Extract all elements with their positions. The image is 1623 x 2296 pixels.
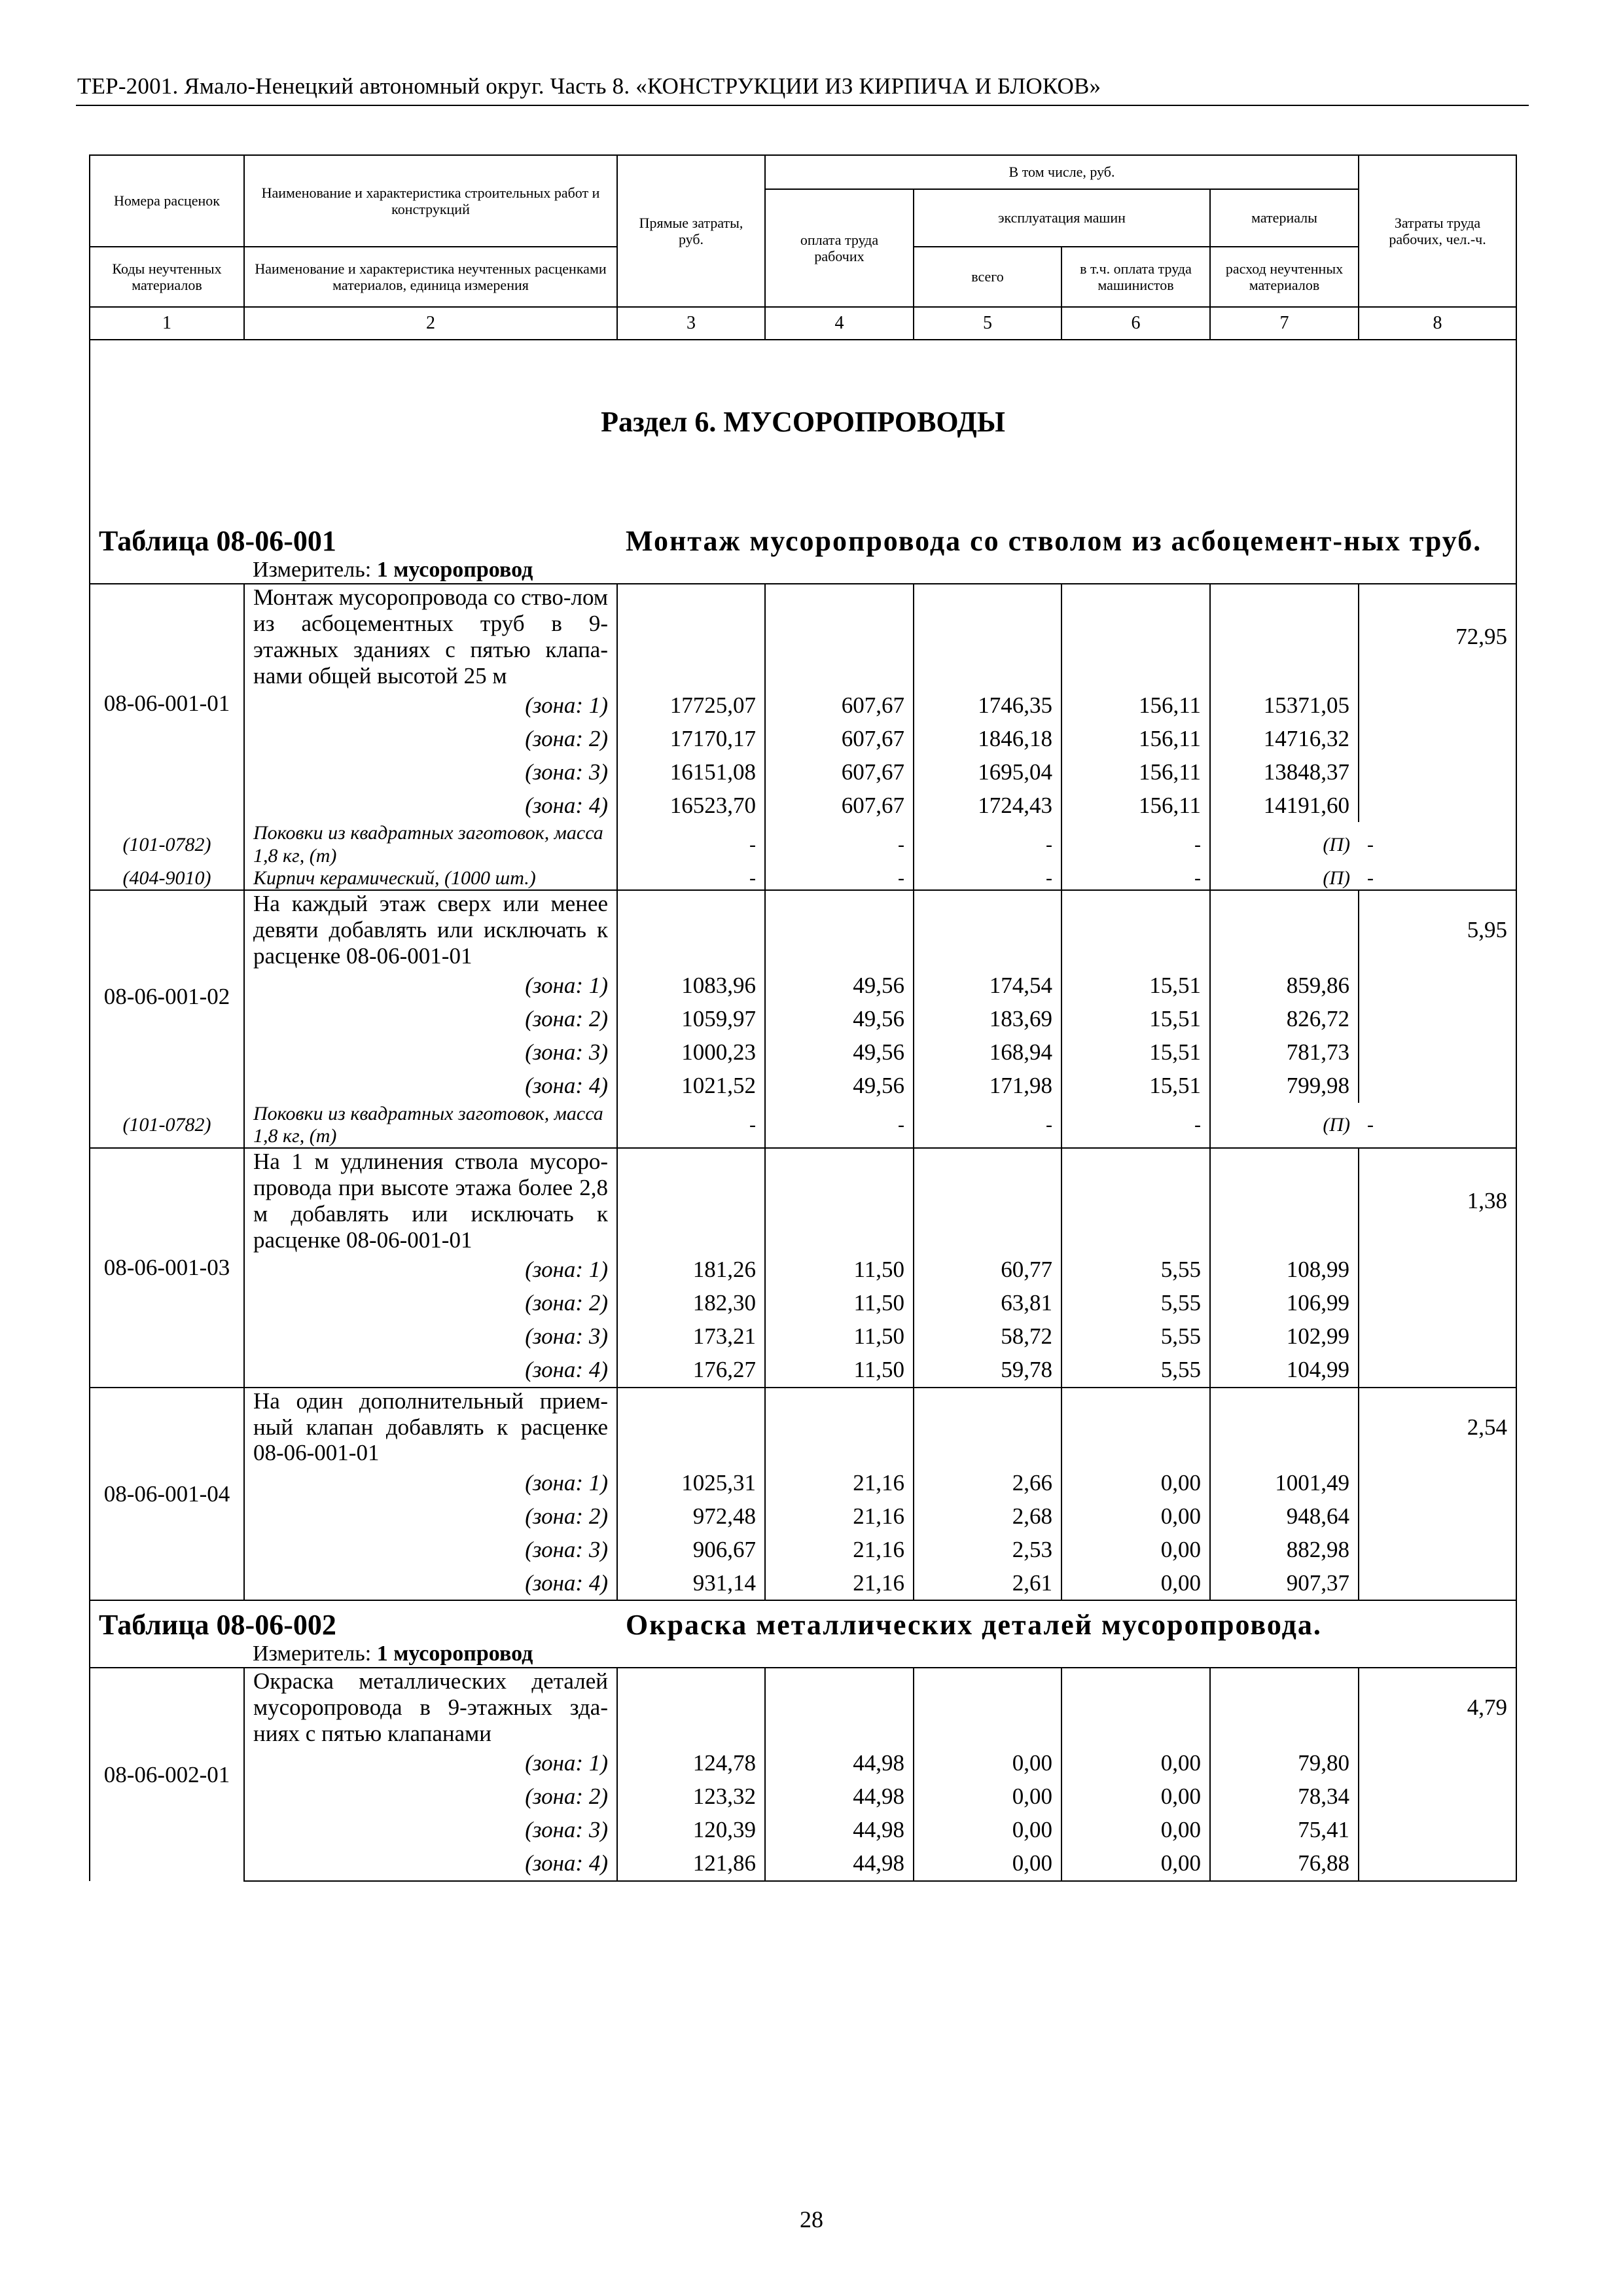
operators-cost: 5,55	[1061, 1354, 1210, 1388]
table-body	[90, 340, 1516, 1881]
header-number: 2	[244, 307, 617, 340]
empty-cell	[765, 1388, 914, 1467]
materials-cost: 948,64	[1210, 1499, 1359, 1533]
materials-cost: 104,99	[1210, 1354, 1359, 1388]
zone-row	[90, 1499, 1516, 1533]
material-value: -	[765, 822, 914, 867]
empty-cell	[914, 1388, 1061, 1467]
table-label: Таблица 08-06-001	[90, 517, 617, 558]
header-machines-total: всего	[914, 247, 1061, 307]
table-header	[90, 155, 1516, 340]
zone-row	[90, 1566, 1516, 1600]
machines-cost: 0,00	[914, 1780, 1061, 1814]
zone-row	[90, 1253, 1516, 1287]
wages-cost: 44,98	[765, 1814, 914, 1847]
wages-cost: 607,67	[765, 722, 914, 755]
wages-cost: 44,98	[765, 1847, 914, 1881]
empty-cell	[1210, 1388, 1359, 1467]
table-title: Монтаж мусоропровода со стволом из асбоцемент-ных труб.	[617, 517, 1516, 558]
direct-cost: 124,78	[617, 1747, 765, 1780]
empty-cell	[765, 890, 914, 969]
machines-cost: 1724,43	[914, 789, 1061, 822]
running-header: ТЕР-2001. Ямало-Ненецкий автономный округ. Часть 8. «КОНСТРУКЦИИ ИЗ КИРПИЧА И БЛОКОВ»	[77, 73, 1101, 99]
materials-cost: 826,72	[1210, 1003, 1359, 1036]
empty-cell	[1359, 1466, 1516, 1499]
material-name: Кирпич керамический, (1000 шт.)	[244, 867, 617, 890]
machines-cost: 183,69	[914, 1003, 1061, 1036]
material-value: -	[617, 1103, 765, 1148]
measure-value: 1 мусоропровод	[376, 1641, 533, 1666]
direct-cost: 906,67	[617, 1533, 765, 1566]
zone-row	[90, 1466, 1516, 1499]
zone-label: (зона: 2)	[244, 722, 617, 755]
measure-spacer	[90, 1641, 244, 1668]
wages-cost: 49,56	[765, 1036, 914, 1069]
empty-cell	[1061, 890, 1210, 969]
machines-cost: 174,54	[914, 969, 1061, 1003]
rate-row	[90, 584, 1516, 689]
zone-row	[90, 1847, 1516, 1881]
empty-cell	[914, 1148, 1061, 1253]
material-value: -	[1359, 822, 1516, 867]
materials-cost: 78,34	[1210, 1780, 1359, 1814]
direct-cost: 123,32	[617, 1780, 765, 1814]
wages-cost: 11,50	[765, 1320, 914, 1354]
direct-cost: 120,39	[617, 1814, 765, 1847]
rate-code: 08-06-001-03	[90, 1148, 244, 1388]
header-direct-costs: Прямые затраты, руб.	[617, 155, 765, 307]
material-value: (П)	[1323, 867, 1351, 889]
empty-cell	[1359, 1253, 1516, 1287]
empty-cell	[1359, 1847, 1516, 1881]
operators-cost: 0,00	[1061, 1499, 1210, 1533]
machines-cost: 1846,18	[914, 722, 1061, 755]
price-table	[89, 154, 1517, 1882]
materials-cost: 79,80	[1210, 1747, 1359, 1780]
zone-label: (зона: 2)	[244, 1780, 617, 1814]
header-operators-wages: в т.ч. оплата труда машинистов	[1061, 247, 1210, 307]
material-name: Поковки из квадратных заготовок, масса 1,8 кг, (т)	[244, 822, 617, 867]
materials-cost: 907,37	[1210, 1566, 1359, 1600]
empty-cell	[1359, 1780, 1516, 1814]
table-label: Таблица 08-06-002	[90, 1600, 617, 1641]
machines-cost: 63,81	[914, 1287, 1061, 1320]
zone-label: (зона: 1)	[244, 969, 617, 1003]
zone-label: (зона: 3)	[244, 755, 617, 789]
machines-cost: 58,72	[914, 1320, 1061, 1354]
labor-cost: 5,95	[1359, 890, 1516, 969]
operators-cost: 5,55	[1061, 1287, 1210, 1320]
wages-cost: 11,50	[765, 1354, 914, 1388]
machines-cost: 59,78	[914, 1354, 1061, 1388]
operators-cost: 0,00	[1061, 1533, 1210, 1566]
operators-cost: 15,51	[1061, 969, 1210, 1003]
empty-cell	[1359, 969, 1516, 1003]
zone-row	[90, 1814, 1516, 1847]
zone-row	[90, 1354, 1516, 1388]
empty-cell	[1359, 789, 1516, 822]
empty-cell	[765, 1148, 914, 1253]
section-row	[90, 340, 1516, 517]
zone-row	[90, 1287, 1516, 1320]
operators-cost: 0,00	[1061, 1747, 1210, 1780]
machines-cost: 2,66	[914, 1466, 1061, 1499]
operators-cost: 15,51	[1061, 1069, 1210, 1103]
rate-row	[90, 1668, 1516, 1747]
empty-cell	[1210, 1668, 1359, 1747]
empty-cell	[914, 890, 1061, 969]
header-number: 4	[765, 307, 914, 340]
machines-cost: 2,53	[914, 1533, 1061, 1566]
rate-code: 08-06-001-04	[90, 1388, 244, 1601]
empty-cell	[1210, 1148, 1359, 1253]
material-value: -	[914, 1103, 1061, 1148]
materials-cost: 76,88	[1210, 1847, 1359, 1881]
empty-cell	[1359, 1320, 1516, 1354]
operators-cost: 0,00	[1061, 1566, 1210, 1600]
empty-cell	[1210, 584, 1359, 689]
machines-cost: 171,98	[914, 1069, 1061, 1103]
header-work-name: Наименование и характеристика строительных работ и конструкций	[244, 155, 617, 247]
rate-code: 08-06-001-01	[90, 584, 244, 823]
operators-cost: 156,11	[1061, 789, 1210, 822]
empty-cell	[914, 1668, 1061, 1747]
wages-cost: 44,98	[765, 1780, 914, 1814]
operators-cost: 15,51	[1061, 1003, 1210, 1036]
zone-label: (зона: 4)	[244, 789, 617, 822]
empty-cell	[617, 1668, 765, 1747]
empty-cell	[914, 584, 1061, 689]
header-rule	[76, 105, 1529, 106]
section-title: Раздел 6. МУСОРОПРОВОДЫ	[90, 340, 1516, 517]
materials-cost: 14191,60	[1210, 789, 1359, 822]
operators-cost: 0,00	[1061, 1780, 1210, 1814]
zone-label: (зона: 4)	[244, 1566, 617, 1600]
direct-cost: 1025,31	[617, 1466, 765, 1499]
materials-cost: 13848,37	[1210, 755, 1359, 789]
direct-cost: 176,27	[617, 1354, 765, 1388]
zone-row	[90, 1320, 1516, 1354]
zone-row	[90, 722, 1516, 755]
header-rate-numbers: Номера расценок	[90, 155, 244, 247]
material-value: -	[765, 867, 914, 890]
wages-cost: 11,50	[765, 1287, 914, 1320]
empty-cell	[1359, 1036, 1516, 1069]
zone-row	[90, 755, 1516, 789]
zone-row	[90, 1780, 1516, 1814]
materials-cost: 15371,05	[1210, 689, 1359, 722]
wages-cost: 21,16	[765, 1533, 914, 1566]
material-row	[90, 867, 1516, 890]
wages-cost: 21,16	[765, 1499, 914, 1533]
header-number: 3	[617, 307, 765, 340]
measure-label: Измеритель:	[253, 558, 372, 583]
direct-cost: 1000,23	[617, 1036, 765, 1069]
zone-label: (зона: 2)	[244, 1003, 617, 1036]
header-materials: материалы	[1210, 189, 1359, 247]
empty-cell	[1061, 584, 1210, 689]
empty-cell	[1359, 689, 1516, 722]
materials-cost: 108,99	[1210, 1253, 1359, 1287]
empty-cell	[1359, 755, 1516, 789]
labor-cost: 2,54	[1359, 1388, 1516, 1467]
wages-cost: 49,56	[765, 1003, 914, 1036]
rate-description: Окраска металлических деталей мусоропровода в 9-этажных зда-ниях с пятью клапанами	[244, 1668, 617, 1747]
zone-label: (зона: 2)	[244, 1499, 617, 1533]
zone-label: (зона: 3)	[244, 1320, 617, 1354]
empty-cell	[1210, 890, 1359, 969]
empty-cell	[1359, 1747, 1516, 1780]
empty-cell	[617, 1388, 765, 1467]
operators-cost: 5,55	[1061, 1253, 1210, 1287]
zone-row	[90, 689, 1516, 722]
wages-cost: 607,67	[765, 689, 914, 722]
materials-cost: 859,86	[1210, 969, 1359, 1003]
materials-cost: 781,73	[1210, 1036, 1359, 1069]
zone-row	[90, 1003, 1516, 1036]
machines-cost: 0,00	[914, 1747, 1061, 1780]
zone-label: (зона: 1)	[244, 689, 617, 722]
table-heading-row	[90, 517, 1516, 558]
header-wages: оплата труда рабочих	[765, 189, 914, 307]
rate-row	[90, 1388, 1516, 1467]
wages-cost: 607,67	[765, 789, 914, 822]
material-value: -	[617, 822, 765, 867]
materials-cost: 882,98	[1210, 1533, 1359, 1566]
material-code: (101-0782)	[90, 1103, 244, 1148]
wages-cost: 49,56	[765, 969, 914, 1003]
machines-cost: 0,00	[914, 1847, 1061, 1881]
operators-cost: 0,00	[1061, 1814, 1210, 1847]
rate-description: На один дополнительный прием-ный клапан добавлять к расценке 08-06-001-01	[244, 1388, 617, 1467]
direct-cost: 931,14	[617, 1566, 765, 1600]
direct-cost: 121,86	[617, 1847, 765, 1881]
material-row	[90, 822, 1516, 867]
zone-label: (зона: 3)	[244, 1814, 617, 1847]
zone-label: (зона: 4)	[244, 1069, 617, 1103]
empty-cell	[1359, 1287, 1516, 1320]
header-material-codes: Коды неучтенных материалов	[90, 247, 244, 307]
empty-cell	[617, 890, 765, 969]
zone-row	[90, 1533, 1516, 1566]
direct-cost: 16523,70	[617, 789, 765, 822]
labor-cost: 1,38	[1359, 1148, 1516, 1253]
material-value: -	[1061, 822, 1210, 867]
zone-row	[90, 1747, 1516, 1780]
wages-cost: 607,67	[765, 755, 914, 789]
header-material-names: Наименование и характеристика неучтенных расценками материалов, единица измерения	[244, 247, 617, 307]
zone-label: (зона: 4)	[244, 1847, 617, 1881]
machines-cost: 0,00	[914, 1814, 1061, 1847]
empty-cell	[1359, 722, 1516, 755]
machines-cost: 2,61	[914, 1566, 1061, 1600]
header-unaccounted-materials: расход неучтенных материалов	[1210, 247, 1359, 307]
rate-code: 08-06-001-02	[90, 890, 244, 1103]
wages-cost: 21,16	[765, 1466, 914, 1499]
empty-cell	[1359, 1814, 1516, 1847]
material-value: -	[765, 1103, 914, 1148]
zone-label: (зона: 3)	[244, 1533, 617, 1566]
header-machines: эксплуатация машин	[914, 189, 1210, 247]
measure-label: Измеритель:	[253, 1641, 372, 1666]
empty-cell	[1061, 1668, 1210, 1747]
direct-cost: 1021,52	[617, 1069, 765, 1103]
operators-cost: 156,11	[1061, 755, 1210, 789]
measure	[244, 558, 1516, 584]
zone-row	[90, 969, 1516, 1003]
empty-cell	[1359, 1566, 1516, 1600]
material-value: -	[914, 822, 1061, 867]
measure-row	[90, 558, 1516, 584]
operators-cost: 0,00	[1061, 1466, 1210, 1499]
direct-cost: 181,26	[617, 1253, 765, 1287]
operators-cost: 156,11	[1061, 722, 1210, 755]
empty-cell	[1359, 1354, 1516, 1388]
materials-cost: 106,99	[1210, 1287, 1359, 1320]
measure-row	[90, 1641, 1516, 1668]
operators-cost: 156,11	[1061, 689, 1210, 722]
rate-description: На каждый этаж сверх или менее девяти добавлять или исключать к расценке 08-06-001-01	[244, 890, 617, 969]
material-value: (П)	[1323, 1113, 1351, 1136]
header-number: 7	[1210, 307, 1359, 340]
zone-label: (зона: 4)	[244, 1354, 617, 1388]
machines-cost: 1746,35	[914, 689, 1061, 722]
measure-spacer	[90, 558, 244, 584]
header-number: 1	[90, 307, 244, 340]
material-value: -	[1359, 867, 1516, 890]
rate-code: 08-06-002-01	[90, 1668, 244, 1881]
material-row	[90, 1103, 1516, 1148]
empty-cell	[617, 584, 765, 689]
header-number: 8	[1359, 307, 1516, 340]
zone-row	[90, 1069, 1516, 1103]
material-value: -	[914, 867, 1061, 890]
direct-cost: 16151,08	[617, 755, 765, 789]
empty-cell	[765, 584, 914, 689]
material-value: -	[1359, 1103, 1516, 1148]
direct-cost: 1059,97	[617, 1003, 765, 1036]
machines-cost: 168,94	[914, 1036, 1061, 1069]
rate-row	[90, 1148, 1516, 1253]
direct-cost: 173,21	[617, 1320, 765, 1354]
empty-cell	[1061, 1148, 1210, 1253]
empty-cell	[1359, 1533, 1516, 1566]
machines-cost: 60,77	[914, 1253, 1061, 1287]
zone-label: (зона: 3)	[244, 1036, 617, 1069]
zone-label: (зона: 1)	[244, 1466, 617, 1499]
header-in-total: В том числе, руб.	[765, 155, 1359, 189]
zone-label: (зона: 1)	[244, 1747, 617, 1780]
direct-cost: 972,48	[617, 1499, 765, 1533]
operators-cost: 15,51	[1061, 1036, 1210, 1069]
direct-cost: 182,30	[617, 1287, 765, 1320]
table-title: Окраска металлических деталей мусоропровода.	[617, 1600, 1516, 1641]
empty-cell	[765, 1668, 914, 1747]
operators-cost: 5,55	[1061, 1320, 1210, 1354]
wages-cost: 44,98	[765, 1747, 914, 1780]
direct-cost: 17170,17	[617, 722, 765, 755]
empty-cell	[1359, 1069, 1516, 1103]
materials-cost: 799,98	[1210, 1069, 1359, 1103]
material-value: -	[1061, 1103, 1210, 1148]
direct-cost: 17725,07	[617, 689, 765, 722]
measure-value: 1 мусоропровод	[376, 558, 533, 583]
rate-description: Монтаж мусоропровода со ство-лом из асбоцементных труб в 9-этажных зданиях с пятью клапа-нами общей высотой 25 м	[244, 584, 617, 689]
labor-cost: 4,79	[1359, 1668, 1516, 1747]
material-value: (П)	[1323, 833, 1351, 855]
material-code: (404-9010)	[90, 867, 244, 890]
page-number: 28	[800, 2206, 823, 2233]
material-code: (101-0782)	[90, 822, 244, 867]
header-number: 6	[1061, 307, 1210, 340]
wages-cost: 21,16	[765, 1566, 914, 1600]
rate-row	[90, 890, 1516, 969]
material-name: Поковки из квадратных заготовок, масса 1,8 кг, (т)	[244, 1103, 617, 1148]
materials-cost: 75,41	[1210, 1814, 1359, 1847]
empty-cell	[1061, 1388, 1210, 1467]
zone-row	[90, 1036, 1516, 1069]
measure	[244, 1641, 1516, 1668]
labor-cost: 72,95	[1359, 584, 1516, 689]
wages-cost: 49,56	[765, 1069, 914, 1103]
zone-label: (зона: 2)	[244, 1287, 617, 1320]
header-number: 5	[914, 307, 1061, 340]
empty-cell	[1359, 1003, 1516, 1036]
machines-cost: 1695,04	[914, 755, 1061, 789]
zone-label: (зона: 1)	[244, 1253, 617, 1287]
wages-cost: 11,50	[765, 1253, 914, 1287]
materials-cost: 14716,32	[1210, 722, 1359, 755]
empty-cell	[617, 1148, 765, 1253]
zone-row	[90, 789, 1516, 822]
material-value: -	[617, 867, 765, 890]
machines-cost: 2,68	[914, 1499, 1061, 1533]
empty-cell	[1359, 1499, 1516, 1533]
operators-cost: 0,00	[1061, 1847, 1210, 1881]
materials-cost: 102,99	[1210, 1320, 1359, 1354]
direct-cost: 1083,96	[617, 969, 765, 1003]
rate-description: На 1 м удлинения ствола мусоро-провода при высоте этажа более 2,8 м добавлять или исключать к расценке 08-06-001-01	[244, 1148, 617, 1253]
material-value: -	[1061, 867, 1210, 890]
materials-cost: 1001,49	[1210, 1466, 1359, 1499]
header-labor-costs: Затраты труда рабочих, чел.-ч.	[1359, 155, 1516, 307]
table-heading-row	[90, 1600, 1516, 1641]
